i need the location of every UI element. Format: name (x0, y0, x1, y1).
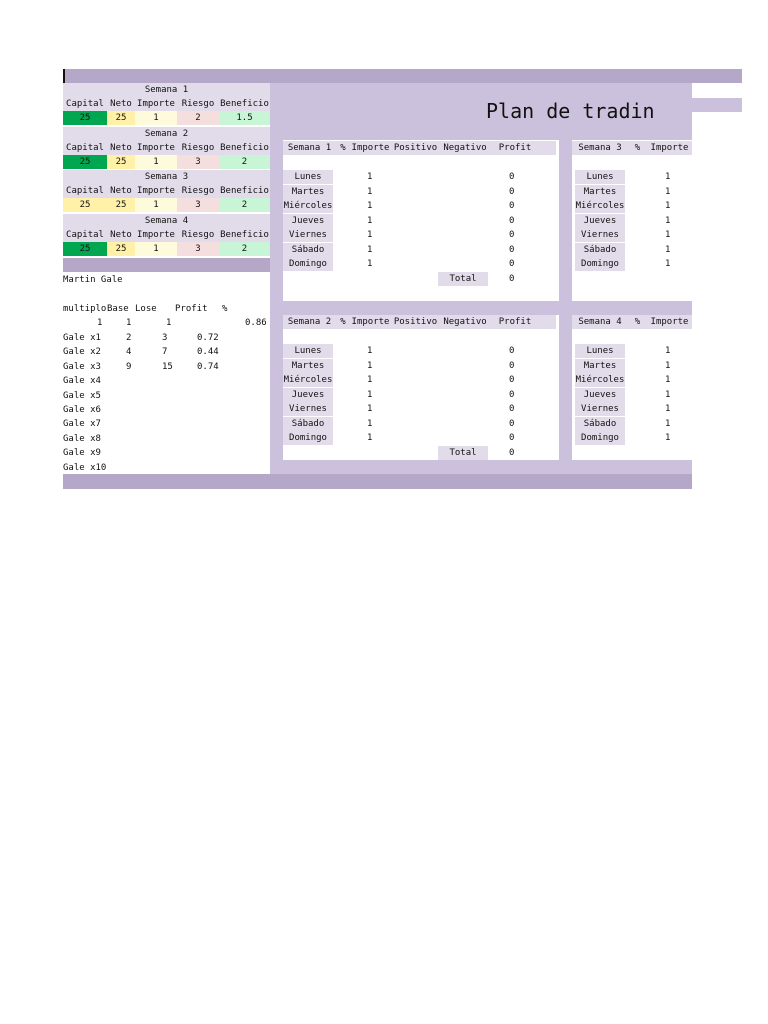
week-summary-label: Semana 2 (63, 127, 270, 141)
title-tail (692, 98, 742, 112)
gale-base (126, 403, 146, 417)
gale-profit (197, 403, 227, 417)
week-summary-label: Semana 4 (63, 214, 270, 228)
importe-value: 1 (665, 215, 671, 226)
importe-value: 1 (367, 201, 373, 211)
day-label: Jueves (283, 388, 333, 402)
stat-header: Beneficio (220, 186, 269, 196)
bottom-band (63, 474, 692, 489)
importe-value: 1 (665, 375, 671, 385)
stat-value: 1 (135, 242, 177, 256)
col-divider-1 (559, 140, 572, 301)
table-header-cell: Importe (351, 143, 390, 153)
day-label: Viernes (575, 228, 625, 242)
profit-value: 0 (509, 418, 515, 429)
stat-value: 25 (63, 198, 107, 212)
table-header-cell: Profit (498, 317, 532, 327)
importe-value: 1 (665, 389, 671, 400)
gale-profit (197, 461, 227, 475)
gale-lose: 7 (162, 347, 168, 358)
profit-value: 0 (509, 259, 515, 269)
stat-value: 2 (219, 155, 270, 169)
stat-value: 1 (135, 198, 177, 212)
gale-lose (162, 417, 182, 431)
gale-base: 4 (126, 347, 132, 358)
martin-first-row-cell: 1 (97, 318, 103, 328)
profit-value: 0 (509, 230, 515, 240)
martin-header: % (222, 304, 228, 314)
importe-value: 1 (665, 433, 671, 443)
table-header-cell: Importe (650, 317, 689, 327)
stat-value: 1 (135, 155, 177, 169)
table-header-cell: Negativo (443, 143, 487, 153)
week-summary-label: Semana 3 (63, 170, 270, 184)
day-label: Miércoles (575, 375, 625, 385)
importe-value: 1 (665, 172, 671, 182)
day-label: Lunes (575, 344, 625, 358)
importe-value: 1 (367, 433, 373, 443)
martin-header: Profit (175, 304, 208, 314)
martin-first-row-cell (200, 316, 230, 330)
table-header-cell: Negativo (443, 317, 487, 327)
stat-header: Riesgo (177, 141, 219, 155)
importe-value: 1 (367, 244, 373, 255)
table-header-cell: Positivo (393, 317, 438, 327)
table-header-cell: Profit (498, 143, 532, 153)
gale-base (126, 389, 146, 403)
day-label: Jueves (283, 214, 333, 228)
profit-value: 0 (509, 346, 515, 356)
gale-base (126, 374, 146, 388)
stat-header: Capital (63, 97, 107, 111)
importe-value: 1 (367, 418, 373, 429)
stat-value: 25 (107, 155, 135, 169)
stat-value: 25 (107, 198, 135, 212)
day-label: Miércoles (283, 201, 333, 211)
page-title: Plan de tradin (486, 99, 655, 123)
stat-header: Beneficio (220, 143, 269, 153)
stat-header: Beneficio (220, 230, 269, 240)
stat-value: 25 (63, 242, 107, 256)
gale-lose (162, 403, 182, 417)
gale-label: Gale x2 (63, 347, 101, 358)
day-label: Domingo (575, 431, 625, 445)
stat-value: 3 (177, 242, 219, 256)
gale-base (126, 432, 146, 446)
day-label: Domingo (283, 257, 333, 271)
stat-value: 3 (177, 198, 219, 212)
gale-lose: 15 (162, 361, 173, 372)
table-header-cell: % (340, 317, 346, 327)
summary-divider (63, 258, 270, 272)
importe-value: 1 (367, 375, 373, 385)
martin-header: multiplo (63, 304, 107, 314)
total-label: Total (438, 446, 488, 460)
importe-value: 1 (665, 418, 671, 429)
gale-profit (197, 389, 227, 403)
day-label: Sábado (283, 243, 333, 257)
profit-value: 0 (509, 244, 515, 255)
table-header-cell: Importe (650, 143, 689, 153)
table-header-cell: Semana 1 (287, 143, 332, 153)
importe-value: 1 (367, 172, 373, 182)
stat-header: Importe (135, 184, 177, 198)
importe-value: 1 (665, 259, 671, 269)
gale-base: 2 (126, 333, 132, 343)
gale-profit (197, 417, 227, 431)
gale-lose (162, 374, 182, 388)
martin-first-row-cell: 0.86 (245, 318, 267, 328)
total-label: Total (438, 272, 488, 286)
day-label: Sábado (575, 243, 625, 257)
day-label: Viernes (575, 402, 625, 416)
profit-value: 0 (509, 375, 515, 385)
day-label: Lunes (575, 170, 625, 184)
day-label: Martes (575, 359, 625, 373)
stat-header: Importe (135, 228, 177, 242)
day-label: Martes (283, 359, 333, 373)
table-header-cell: Importe (351, 317, 390, 327)
day-label: Lunes (283, 344, 333, 358)
table-header-cell: % (634, 317, 641, 327)
total-value: 0 (509, 273, 515, 284)
mid-band (283, 301, 692, 315)
stat-header: Capital (63, 184, 107, 198)
day-label: Martes (283, 185, 333, 199)
gale-base (126, 461, 146, 475)
importe-value: 1 (367, 230, 373, 240)
stat-header: Importe (135, 141, 177, 155)
stat-value: 25 (107, 242, 135, 256)
total-value: 0 (509, 447, 515, 458)
stat-header: Riesgo (177, 97, 219, 111)
stat-value: 25 (63, 111, 107, 125)
gale-profit (197, 374, 227, 388)
gale-label: Gale x5 (63, 390, 101, 401)
gale-lose: 3 (162, 333, 168, 343)
importe-value: 1 (665, 346, 671, 356)
gale-profit: 0.72 (197, 333, 219, 343)
table-header-cell: Semana 4 (578, 317, 622, 327)
importe-value: 1 (367, 360, 373, 371)
day-label: Viernes (283, 402, 333, 416)
gale-label: Gale x6 (63, 405, 101, 415)
importe-value: 1 (665, 201, 671, 211)
gale-profit (197, 432, 227, 446)
stat-header: Capital (63, 228, 107, 242)
top-band (63, 69, 742, 83)
col-divider-2 (559, 315, 572, 460)
importe-value: 1 (665, 244, 671, 255)
profit-value: 0 (509, 404, 515, 414)
importe-value: 1 (665, 186, 671, 197)
stat-value: 1.5 (219, 111, 270, 125)
stat-header: Capital (63, 141, 107, 155)
martin-header: Base (107, 304, 129, 314)
gale-label: Gale x1 (63, 333, 101, 343)
gale-label: Gale x10 (63, 462, 107, 473)
stat-header: Neto (107, 97, 135, 111)
importe-value: 1 (367, 186, 373, 197)
day-label: Domingo (575, 257, 625, 271)
table-header-cell: Semana 2 (287, 317, 332, 327)
importe-value: 1 (367, 404, 373, 414)
importe-value: 1 (665, 230, 671, 240)
importe-value: 1 (665, 360, 671, 371)
profit-value: 0 (509, 186, 515, 197)
gale-base (126, 417, 146, 431)
stat-header: Importe (135, 97, 177, 111)
day-label: Domingo (283, 431, 333, 445)
profit-value: 0 (509, 389, 515, 400)
stat-value: 2 (177, 111, 219, 125)
profit-value: 0 (509, 201, 515, 211)
stat-value: 25 (107, 111, 135, 125)
importe-value: 1 (367, 346, 373, 356)
profit-value: 0 (509, 360, 515, 371)
stat-value: 2 (219, 242, 270, 256)
profit-value: 0 (509, 215, 515, 226)
gale-label: Gale x4 (63, 376, 101, 387)
day-label: Sábado (283, 417, 333, 431)
gale-profit: 0.44 (197, 347, 219, 358)
stat-value: 1 (135, 111, 177, 125)
importe-value: 1 (367, 259, 373, 269)
day-label: Sábado (575, 417, 625, 431)
table-header-cell: Semana 3 (578, 143, 622, 153)
gale-lose (162, 389, 182, 403)
importe-value: 1 (665, 404, 671, 414)
gale-label: Gale x9 (63, 448, 101, 459)
gale-lose (162, 461, 182, 475)
gale-label: Gale x8 (63, 433, 101, 444)
stat-header: Beneficio (220, 99, 269, 109)
stat-header: Neto (107, 184, 135, 198)
table-header-cell: % (340, 143, 346, 153)
stat-header: Riesgo (177, 184, 219, 198)
gale-lose (162, 432, 182, 446)
gale-label: Gale x3 (63, 361, 101, 372)
martin-header: Lose (135, 304, 157, 314)
stat-value: 3 (177, 155, 219, 169)
day-label: Jueves (575, 388, 625, 402)
gale-base: 9 (126, 361, 132, 372)
table-header-cell: % (634, 143, 641, 153)
profit-value: 0 (509, 433, 515, 443)
importe-value: 1 (367, 389, 373, 400)
gale-base (126, 446, 146, 460)
day-label: Miércoles (283, 375, 333, 385)
gale-label: Gale x7 (63, 419, 101, 430)
stat-header: Neto (107, 228, 135, 242)
profit-value: 0 (509, 172, 515, 182)
martin-gale-title: Martin Gale (63, 275, 123, 285)
day-label: Lunes (283, 170, 333, 184)
importe-value: 1 (367, 215, 373, 226)
left-divider (270, 140, 283, 460)
gale-profit: 0.74 (197, 361, 219, 372)
day-label: Martes (575, 185, 625, 199)
day-label: Viernes (283, 228, 333, 242)
stat-header: Riesgo (177, 228, 219, 242)
bottom-band-light (270, 460, 692, 474)
martin-first-row-cell: 1 (166, 318, 172, 328)
stat-header: Neto (107, 141, 135, 155)
stat-value: 2 (219, 198, 270, 212)
stat-value: 25 (63, 155, 107, 169)
day-label: Jueves (575, 214, 625, 228)
week-summary-label: Semana 1 (63, 83, 270, 97)
day-label: Miércoles (575, 201, 625, 211)
gale-lose (162, 446, 182, 460)
table-header-cell: Positivo (393, 143, 438, 153)
martin-first-row-cell: 1 (126, 318, 132, 328)
gale-profit (197, 446, 227, 460)
